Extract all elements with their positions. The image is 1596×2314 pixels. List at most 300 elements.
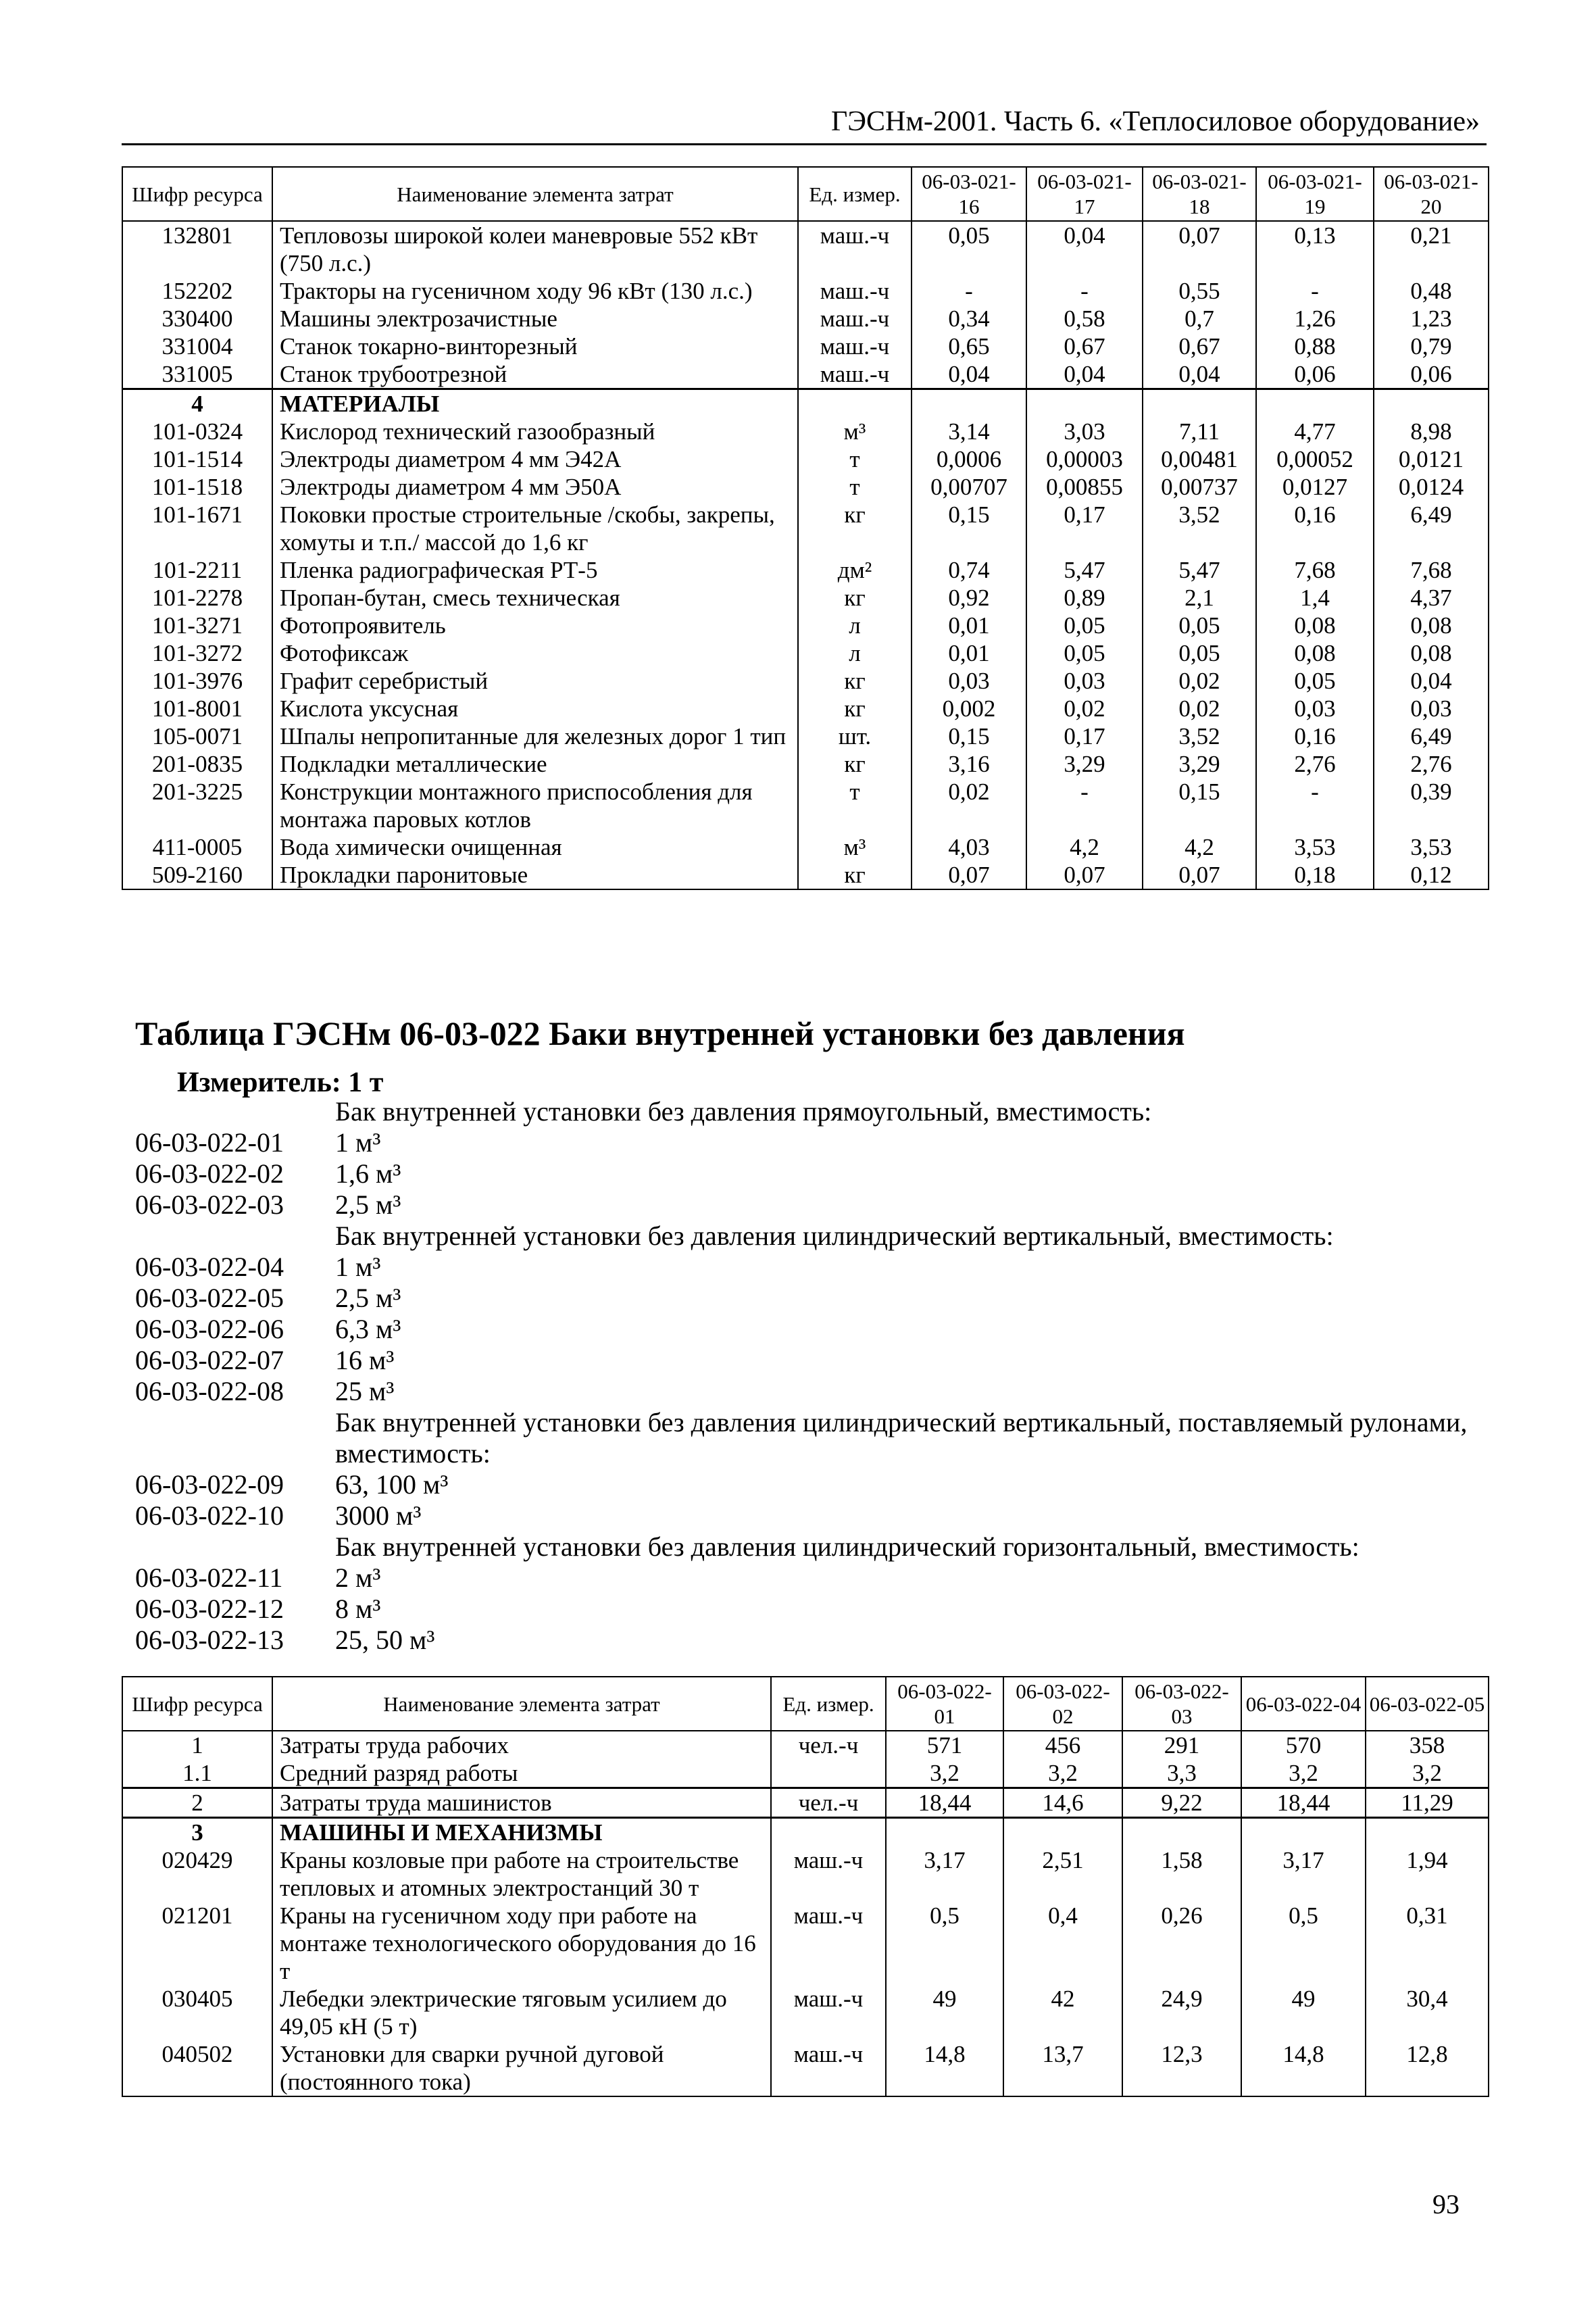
work-code: 06-03-022-12	[135, 1594, 284, 1624]
cell-value: 456	[1003, 1731, 1122, 1759]
cell-value: 0,65	[912, 333, 1026, 360]
table-row	[122, 473, 1489, 501]
cell-code: 509-2160	[122, 861, 272, 889]
cell-value: 0,34	[912, 305, 1026, 333]
work-code: 06-03-022-11	[135, 1562, 283, 1593]
table-row	[122, 1902, 1489, 1985]
header-col: 06-03-022-01	[886, 1677, 1003, 1731]
cell-value: 0,05	[1143, 612, 1256, 639]
cell-value: 0,5	[886, 1902, 1003, 1985]
cell-value: 0,04	[1143, 360, 1256, 389]
table-row	[122, 584, 1489, 612]
work-code: 06-03-022-05	[135, 1283, 284, 1313]
work-description: 2 м³	[335, 1562, 381, 1593]
cell-value: 0,03	[1256, 695, 1374, 722]
table-row	[122, 833, 1489, 861]
cell-name: Лебедки электрические тяговым усилием до 49,05 кН (5 т)	[272, 1985, 771, 2040]
work-code: 06-03-022-06	[135, 1314, 284, 1344]
cell-unit: кг	[798, 695, 912, 722]
cell-unit: маш.-ч	[771, 2040, 886, 2096]
work-code	[135, 1096, 335, 1127]
cell-value: 0,5	[1241, 1902, 1366, 1985]
cell-value: 18,44	[886, 1788, 1003, 1818]
cell-value: 0,04	[912, 360, 1026, 389]
cell-value: 0,26	[1122, 1902, 1241, 1985]
work-list-item	[135, 1594, 1480, 1625]
cell-value: 0,02	[1143, 667, 1256, 695]
work-list-item	[135, 1127, 1480, 1158]
cell-value: 0,00003	[1026, 445, 1143, 473]
table-row	[122, 639, 1489, 667]
work-description: 1 м³	[335, 1252, 381, 1282]
table-row	[122, 667, 1489, 695]
cell-value: 7,68	[1256, 556, 1374, 584]
cell-name: Средний разряд работы	[272, 1759, 771, 1788]
section-row	[122, 389, 1489, 418]
cell-value: 14,8	[886, 2040, 1003, 2096]
table-row	[122, 778, 1489, 833]
cell-name: Подкладки металлические	[272, 750, 798, 778]
cell-name: Фотопроявитель	[272, 612, 798, 639]
cell-code: 331005	[122, 360, 272, 389]
cell-code: 101-0324	[122, 418, 272, 445]
work-list-item	[135, 1314, 1480, 1345]
cell-value: 0,92	[912, 584, 1026, 612]
cell-name: МАШИНЫ И МЕХАНИЗМЫ	[272, 1818, 771, 1847]
cell-value: 0,15	[1143, 778, 1256, 833]
cell-name: Вода химически очищенная	[272, 833, 798, 861]
cell-value: 0,15	[912, 722, 1026, 750]
table-body	[122, 221, 1489, 889]
cell-unit	[771, 1759, 886, 1788]
work-list-item	[135, 1562, 1480, 1594]
cell-name: Тепловозы широкой колеи маневровые 552 кВт (750 л.с.)	[272, 221, 798, 277]
cell-value: 0,0127	[1256, 473, 1374, 501]
cell-name: Установки для сварки ручной дуговой (постоянного тока)	[272, 2040, 771, 2096]
cell-value: 3,2	[886, 1759, 1003, 1788]
cell-unit: кг	[798, 584, 912, 612]
cell-value: 0,08	[1256, 612, 1374, 639]
cell-value: 7,68	[1374, 556, 1489, 584]
cell-value: 3,17	[886, 1846, 1003, 1902]
cell-name: Станок трубоотрезной	[272, 360, 798, 389]
work-list-item	[135, 1189, 1480, 1221]
table-row	[122, 418, 1489, 445]
cell-value: 0,0006	[912, 445, 1026, 473]
cell-code: 1	[122, 1731, 272, 1759]
header-rule	[122, 143, 1487, 145]
cell-name: Фотофиксаж	[272, 639, 798, 667]
work-description: Бак внутренней установки без давления прямоугольный, вместимость:	[335, 1096, 1152, 1127]
header-col: 06-03-021-18	[1143, 167, 1256, 221]
cell-code: 2	[122, 1788, 272, 1818]
work-code: 06-03-022-03	[135, 1189, 284, 1220]
cell-value: 49	[886, 1985, 1003, 2040]
cell-value: 1,26	[1256, 305, 1374, 333]
table-row	[122, 1788, 1489, 1818]
header-col: 06-03-022-03	[1122, 1677, 1241, 1731]
cell-code: 411-0005	[122, 833, 272, 861]
cell-code: 021201	[122, 1902, 272, 1985]
cell-unit: маш.-ч	[798, 305, 912, 333]
cell-value: 0,21	[1374, 221, 1489, 277]
cell-value: 0,05	[1143, 639, 1256, 667]
cell-value: 1,4	[1256, 584, 1374, 612]
header-unit: Ед. измер.	[771, 1677, 886, 1731]
work-code: 06-03-022-10	[135, 1500, 284, 1531]
work-description: 25 м³	[335, 1376, 395, 1406]
work-list-item	[135, 1158, 1480, 1189]
cell-value: 0,55	[1143, 277, 1256, 305]
work-description: Бак внутренней установки без давления цилиндрический вертикальный, вместимость:	[335, 1221, 1334, 1251]
cell-value: 0,07	[1026, 861, 1143, 889]
cell-value: 358	[1366, 1731, 1489, 1759]
cell-value: 0,00052	[1256, 445, 1374, 473]
cell-value: 4,77	[1256, 418, 1374, 445]
cell-value: 0,48	[1374, 277, 1489, 305]
cell-value: 3,2	[1003, 1759, 1122, 1788]
cell-value	[1143, 389, 1256, 418]
cell-value: 12,3	[1122, 2040, 1241, 2096]
cell-value: 0,0121	[1374, 445, 1489, 473]
cell-value: 0,07	[1143, 861, 1256, 889]
cell-value: 0,16	[1256, 501, 1374, 556]
cell-value: 2,51	[1003, 1846, 1122, 1902]
cell-value: 0,89	[1026, 584, 1143, 612]
cell-name: Тракторы на гусеничном ходу 96 кВт (130 л.с.)	[272, 277, 798, 305]
cell-code: 101-3976	[122, 667, 272, 695]
table-header-row	[122, 1677, 1489, 1731]
cell-unit: чел.-ч	[771, 1788, 886, 1818]
cell-value: -	[1256, 778, 1374, 833]
cell-unit: т	[798, 778, 912, 833]
cell-code: 1.1	[122, 1759, 272, 1788]
cell-value: 3,52	[1143, 722, 1256, 750]
cell-name: МАТЕРИАЛЫ	[272, 389, 798, 418]
table-row	[122, 2040, 1489, 2096]
header-code: Шифр ресурса	[122, 1677, 272, 1731]
header-col: 06-03-022-05	[1366, 1677, 1489, 1731]
cell-value: 0,08	[1374, 639, 1489, 667]
measure-unit: Измеритель: 1 т	[177, 1067, 384, 1098]
cell-value: 0,18	[1256, 861, 1374, 889]
work-list-item	[135, 1500, 1480, 1531]
work-code: 06-03-022-08	[135, 1376, 284, 1406]
cell-unit: шт.	[798, 722, 912, 750]
cell-value	[1256, 389, 1374, 418]
cell-value: 3,52	[1143, 501, 1256, 556]
cell-unit: чел.-ч	[771, 1731, 886, 1759]
cell-value	[1122, 1818, 1241, 1847]
cell-value: -	[1026, 778, 1143, 833]
table-body	[122, 1731, 1489, 2096]
work-code	[135, 1407, 335, 1469]
cell-unit: кг	[798, 667, 912, 695]
cell-code: 101-1514	[122, 445, 272, 473]
table-row	[122, 1759, 1489, 1788]
cell-value: 2,76	[1374, 750, 1489, 778]
resource-table-021	[122, 166, 1489, 890]
cell-unit: т	[798, 445, 912, 473]
cell-value: 12,8	[1366, 2040, 1489, 2096]
cell-code: 040502	[122, 2040, 272, 2096]
cell-value	[1026, 389, 1143, 418]
cell-value: 3,53	[1374, 833, 1489, 861]
cell-value: 0,07	[912, 861, 1026, 889]
cell-value: 14,6	[1003, 1788, 1122, 1818]
work-code: 06-03-022-01	[135, 1127, 284, 1158]
cell-value: 0,17	[1026, 501, 1143, 556]
cell-value: 6,49	[1374, 501, 1489, 556]
table-row	[122, 305, 1489, 333]
resource-table-022	[122, 1676, 1489, 2097]
cell-value: 0,00855	[1026, 473, 1143, 501]
work-group-heading	[135, 1407, 1480, 1469]
cell-value: 30,4	[1366, 1985, 1489, 2040]
cell-name: Краны козловые при работе на строительстве тепловых и атомных электростанций 30 т	[272, 1846, 771, 1902]
cell-value: 42	[1003, 1985, 1122, 2040]
cell-value: 13,7	[1003, 2040, 1122, 2096]
cell-value: 49	[1241, 1985, 1366, 2040]
cell-value: 1,58	[1122, 1846, 1241, 1902]
cell-value: 0,88	[1256, 333, 1374, 360]
page-number: 93	[1432, 2189, 1460, 2219]
cell-value: 0,002	[912, 695, 1026, 722]
work-description: Бак внутренней установки без давления цилиндрический вертикальный, поставляемый рулонами, вместимость:	[335, 1407, 1468, 1469]
cell-value: 4,2	[1143, 833, 1256, 861]
cell-unit: м³	[798, 833, 912, 861]
cell-unit: маш.-ч	[771, 1846, 886, 1902]
cell-value: 0,00481	[1143, 445, 1256, 473]
cell-name: Шпалы непропитанные для железных дорог 1 тип	[272, 722, 798, 750]
table-row	[122, 722, 1489, 750]
work-description: 8 м³	[335, 1594, 381, 1624]
cell-value: 11,29	[1366, 1788, 1489, 1818]
cell-code: 201-0835	[122, 750, 272, 778]
cell-value: 0,05	[1026, 612, 1143, 639]
cell-value: 14,8	[1241, 2040, 1366, 2096]
cell-code: 101-8001	[122, 695, 272, 722]
cell-value: 0,02	[1026, 695, 1143, 722]
cell-value: 0,01	[912, 612, 1026, 639]
work-description: 2,5 м³	[335, 1189, 401, 1220]
work-description: 2,5 м³	[335, 1283, 401, 1313]
work-code: 06-03-022-02	[135, 1158, 284, 1189]
cell-value: 0,02	[912, 778, 1026, 833]
cell-value	[1374, 389, 1489, 418]
cell-unit	[771, 1818, 886, 1847]
cell-value	[886, 1818, 1003, 1847]
work-list-item	[135, 1376, 1480, 1407]
work-code	[135, 1531, 335, 1562]
cell-value: 291	[1122, 1731, 1241, 1759]
table-row	[122, 1846, 1489, 1902]
cell-code: 105-0071	[122, 722, 272, 750]
cell-value: 0,06	[1256, 360, 1374, 389]
header-col: 06-03-022-02	[1003, 1677, 1122, 1731]
cell-value: 0,74	[912, 556, 1026, 584]
cell-value: 0,03	[1374, 695, 1489, 722]
cell-value	[1241, 1818, 1366, 1847]
cell-value: 0,04	[1374, 667, 1489, 695]
cell-code: 030405	[122, 1985, 272, 2040]
table-row	[122, 360, 1489, 389]
work-list-item	[135, 1345, 1480, 1376]
cell-value: 0,12	[1374, 861, 1489, 889]
cell-value	[1003, 1818, 1122, 1847]
header-col: 06-03-021-19	[1256, 167, 1374, 221]
cell-name: Пленка радиографическая РТ-5	[272, 556, 798, 584]
cell-code: 101-1518	[122, 473, 272, 501]
cell-value: 1,23	[1374, 305, 1489, 333]
work-group-heading	[135, 1221, 1480, 1252]
work-description: 16 м³	[335, 1345, 395, 1375]
work-list	[135, 1096, 1480, 1656]
cell-value: 0,01	[912, 639, 1026, 667]
cell-value: 0,13	[1256, 221, 1374, 277]
cell-value: 0,05	[1256, 667, 1374, 695]
cell-value: 570	[1241, 1731, 1366, 1759]
table-row	[122, 333, 1489, 360]
table-header-row	[122, 167, 1489, 221]
cell-name: Графит серебристый	[272, 667, 798, 695]
cell-value: 3,2	[1366, 1759, 1489, 1788]
cell-value: 3,14	[912, 418, 1026, 445]
header-code: Шифр ресурса	[122, 167, 272, 221]
cell-name: Пропан-бутан, смесь техническая	[272, 584, 798, 612]
cell-value: 0,05	[1026, 639, 1143, 667]
table-row	[122, 221, 1489, 277]
cell-value: 3,2	[1241, 1759, 1366, 1788]
cell-value: 0,16	[1256, 722, 1374, 750]
cell-value: 4,37	[1374, 584, 1489, 612]
work-list-item	[135, 1283, 1480, 1314]
cell-name: Электроды диаметром 4 мм Э50А	[272, 473, 798, 501]
cell-value: 1,94	[1366, 1846, 1489, 1902]
cell-value: 24,9	[1122, 1985, 1241, 2040]
table-row	[122, 277, 1489, 305]
work-description: 3000 м³	[335, 1500, 422, 1531]
cell-value: 0,06	[1374, 360, 1489, 389]
cell-code: 201-3225	[122, 778, 272, 833]
cell-name: Станок токарно-винторезный	[272, 333, 798, 360]
work-description: 1 м³	[335, 1127, 381, 1158]
cell-value: 0,03	[1026, 667, 1143, 695]
cell-value: 18,44	[1241, 1788, 1366, 1818]
cell-value: 5,47	[1026, 556, 1143, 584]
table-row	[122, 556, 1489, 584]
table-row	[122, 1731, 1489, 1759]
cell-value: 5,47	[1143, 556, 1256, 584]
work-description: Бак внутренней установки без давления цилиндрический горизонтальный, вместимость:	[335, 1531, 1360, 1562]
cell-unit: л	[798, 612, 912, 639]
table-row	[122, 861, 1489, 889]
cell-value: 0,7	[1143, 305, 1256, 333]
work-code	[135, 1221, 335, 1252]
header-name: Наименование элемента затрат	[272, 167, 798, 221]
cell-value: -	[912, 277, 1026, 305]
table-row	[122, 695, 1489, 722]
cell-value: 0,39	[1374, 778, 1489, 833]
cell-code: 101-1671	[122, 501, 272, 556]
cell-unit: т	[798, 473, 912, 501]
cell-name: Конструкции монтажного приспособления для монтажа паровых котлов	[272, 778, 798, 833]
cell-value: 571	[886, 1731, 1003, 1759]
cell-value: 0,00707	[912, 473, 1026, 501]
cell-unit: маш.-ч	[771, 1902, 886, 1985]
cell-value: -	[1026, 277, 1143, 305]
work-group-heading	[135, 1096, 1480, 1127]
cell-value: 0,15	[912, 501, 1026, 556]
cell-value: 0,4	[1003, 1902, 1122, 1985]
cell-value: 0,0124	[1374, 473, 1489, 501]
cell-code: 132801	[122, 221, 272, 277]
cell-value: 0,08	[1374, 612, 1489, 639]
cell-value: 4,2	[1026, 833, 1143, 861]
header-col: 06-03-021-20	[1374, 167, 1489, 221]
cell-value: 3,53	[1256, 833, 1374, 861]
cell-code: 101-2211	[122, 556, 272, 584]
work-code: 06-03-022-04	[135, 1252, 284, 1282]
cell-unit: маш.-ч	[771, 1985, 886, 2040]
cell-unit: маш.-ч	[798, 360, 912, 389]
cell-value: 0,17	[1026, 722, 1143, 750]
header-name: Наименование элемента затрат	[272, 1677, 771, 1731]
header-unit: Ед. измер.	[798, 167, 912, 221]
work-description: 6,3 м³	[335, 1314, 401, 1344]
cell-value: 0,08	[1256, 639, 1374, 667]
cell-name: Затраты труда машинистов	[272, 1788, 771, 1818]
table-row	[122, 501, 1489, 556]
cell-value: 0,67	[1026, 333, 1143, 360]
cell-value: 0,00737	[1143, 473, 1256, 501]
table-row	[122, 612, 1489, 639]
table-row	[122, 445, 1489, 473]
cell-value: 3,29	[1143, 750, 1256, 778]
cell-value: 0,67	[1143, 333, 1256, 360]
cell-value: 0,05	[912, 221, 1026, 277]
table-row	[122, 1985, 1489, 2040]
cell-name: Поковки простые строительные /скобы, закрепы, хомуты и т.п./ массой до 1,6 кг	[272, 501, 798, 556]
page-header: ГЭСНм-2001. Часть 6. «Теплосиловое оборудование»	[830, 106, 1480, 137]
cell-unit: дм²	[798, 556, 912, 584]
cell-unit	[798, 389, 912, 418]
cell-unit: маш.-ч	[798, 221, 912, 277]
cell-value: 0,04	[1026, 360, 1143, 389]
work-code: 06-03-022-13	[135, 1625, 284, 1655]
header-col: 06-03-021-17	[1026, 167, 1143, 221]
cell-name: Машины электрозачистные	[272, 305, 798, 333]
work-code: 06-03-022-07	[135, 1345, 284, 1375]
work-list-item	[135, 1625, 1480, 1656]
cell-unit: кг	[798, 501, 912, 556]
cell-unit: маш.-ч	[798, 277, 912, 305]
work-description: 25, 50 м³	[335, 1625, 435, 1655]
cell-value: 0,04	[1026, 221, 1143, 277]
cell-value: 0,58	[1026, 305, 1143, 333]
cell-unit: л	[798, 639, 912, 667]
work-code: 06-03-022-09	[135, 1469, 284, 1500]
cell-value	[1366, 1818, 1489, 1847]
work-description: 1,6 м³	[335, 1158, 401, 1189]
header-col: 06-03-022-04	[1241, 1677, 1366, 1731]
cell-name: Кислота уксусная	[272, 695, 798, 722]
cell-code: 101-2278	[122, 584, 272, 612]
cell-code: 020429	[122, 1846, 272, 1902]
cell-value: 3,17	[1241, 1846, 1366, 1902]
cell-value: 9,22	[1122, 1788, 1241, 1818]
cell-value: 4,03	[912, 833, 1026, 861]
